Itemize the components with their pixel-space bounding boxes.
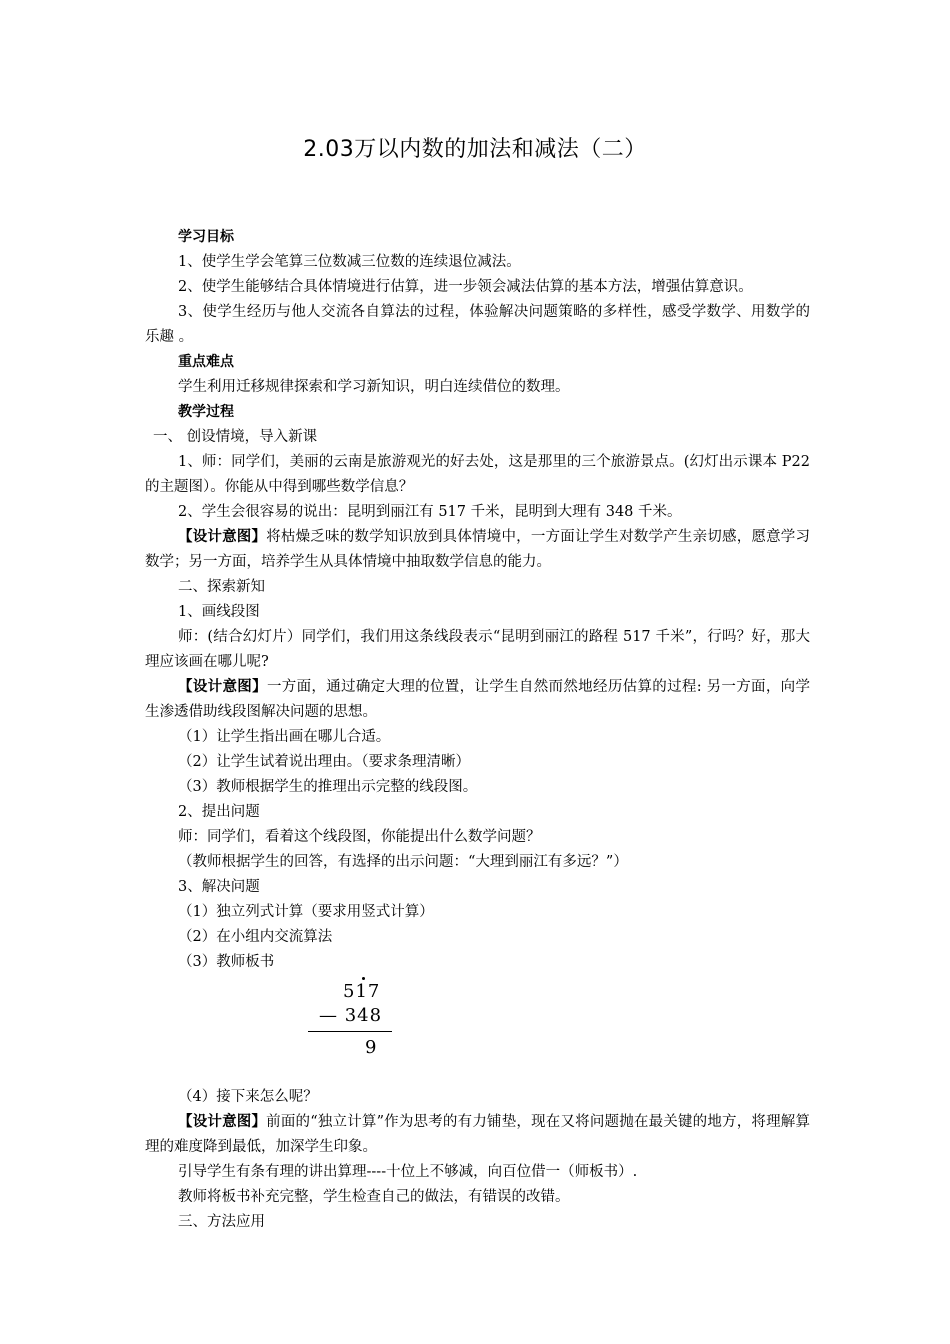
paragraph: 2、学生会很容易的说出：昆明到丽江有 517 千米，昆明到大理有 348 千米。	[178, 504, 682, 520]
design-text: 将枯燥乏味的数学知识放到具体情境中，一方面让学生对数学产生亲切感，愿意学习数学；另一方面，培养学生从具体情境中抽取数学信息的能力。	[145, 529, 811, 570]
design-tag: 【设计意图】	[178, 679, 267, 695]
list-item: （1）独立列式计算（要求用竖式计算）	[178, 904, 434, 920]
result-line	[308, 1031, 392, 1032]
paragraph: 1、师：同学们，美丽的云南是旅游观光的好去处，这是那里的三个旅游景点。(幻灯出示课本 P22 的主题图）。你能从中得到哪些数学信息？	[145, 454, 810, 495]
borrow-dot	[362, 977, 365, 980]
vertical-subtraction	[145, 975, 810, 1085]
part3-title: 三、方法应用	[178, 1214, 265, 1230]
document-body	[145, 225, 810, 1235]
design-tag: 【设计意图】	[178, 529, 267, 545]
paragraph: 教师将板书补充完整，学生检查自己的做法，有错误的改错。	[178, 1189, 570, 1205]
partial-result: 9	[365, 1037, 377, 1058]
design-intent-3	[145, 1110, 810, 1160]
subtrahend: — 348	[319, 1005, 383, 1026]
design-tag: 【设计意图】	[178, 1114, 267, 1130]
key-text: 学生利用迁移规律探索和学习新知识，明白连续借位的数理。	[178, 379, 570, 395]
paragraph: 师：同学们，看着这个线段图，你能提出什么数学问题？	[178, 829, 541, 845]
list-item: （3）教师板书	[178, 954, 275, 970]
paragraph: （教师根据学生的回答，有选择的出示问题：“大理到丽江有多远？”）	[178, 854, 628, 870]
process-heading: 教学过程	[178, 404, 234, 420]
design-intent-2	[145, 675, 810, 725]
subheading: 1、画线段图	[178, 604, 260, 620]
part1-title: 一、 创设情境，导入新课	[153, 429, 318, 445]
design-text: 一方面，通过确定大理的位置，让学生自然而然地经历估算的过程: 另一方面，向学生渗透借助线段图解决问题的思想。	[145, 679, 810, 720]
list-item: （1）让学生指出画在哪儿合适。	[178, 729, 391, 745]
paragraph: 师：(结合幻灯片）同学们，我们用这条线段表示“昆明到丽江的路程 517 千米”，行吗？好，那大理应该画在哪儿呢?	[145, 629, 810, 670]
goal-heading: 学习目标	[178, 229, 234, 245]
goal-item: 1、使学生学会笔算三位数减三位数的连续退位减法。	[178, 254, 521, 270]
subheading: 3、解决问题	[178, 879, 260, 895]
list-item: （3）教师根据学生的推理出示完整的线段图。	[178, 779, 478, 795]
list-item: （2）让学生试着说出理由。（要求条理清晰）	[178, 754, 470, 770]
key-heading: 重点难点	[178, 354, 234, 370]
design-intent-1	[145, 525, 810, 575]
goal-item: 3、使学生经历与他人交流各自算法的过程，体验解决问题策略的多样性，感受学数学、用数学的乐趣 。	[145, 304, 810, 345]
list-item: （4）接下来怎么呢？	[178, 1089, 318, 1105]
minuend: 517	[343, 981, 381, 1002]
part2-title: 二、探索新知	[178, 579, 265, 595]
page-title: 2.03万以内数的加法和减法（二）	[303, 137, 647, 162]
list-item: （2）在小组内交流算法	[178, 929, 333, 945]
paragraph: 引导学生有条有理的讲出算理----十位上不够减，向百位借一（师板书）.	[178, 1164, 638, 1180]
goal-item: 2、使学生能够结合具体情境进行估算，进一步领会减法估算的基本方法，增强估算意识。	[178, 279, 753, 295]
design-text: 前面的“独立计算”作为思考的有力铺垫，现在又将问题抛在最关键的地方，将理解算理的难度降到最低，加深学生印象。	[145, 1114, 810, 1155]
subheading: 2、提出问题	[178, 804, 260, 820]
